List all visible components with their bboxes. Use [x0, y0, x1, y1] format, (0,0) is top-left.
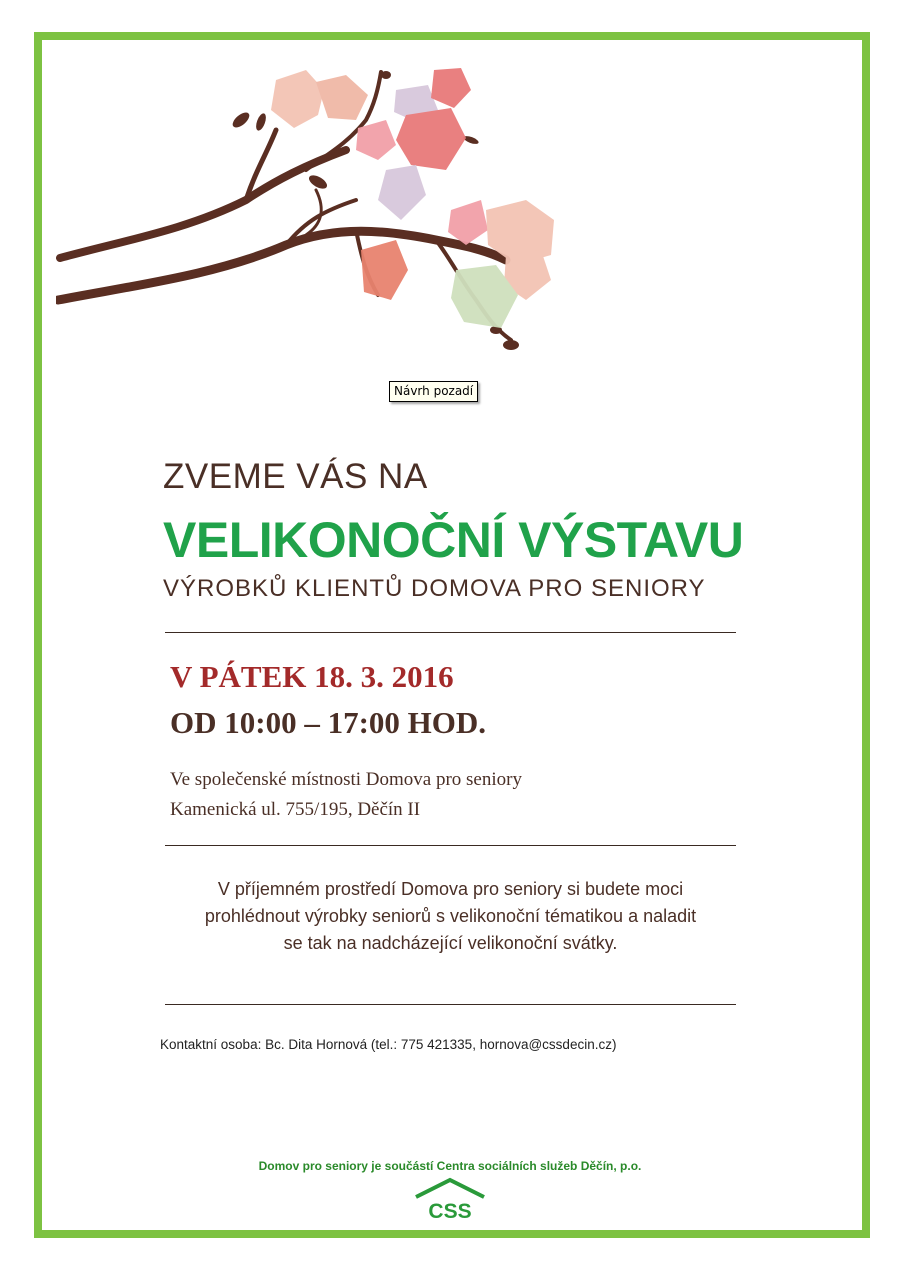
blossom-branch-illustration: [56, 60, 576, 360]
event-place-line2: Kamenická ul. 755/195, Děčín II: [170, 799, 421, 820]
description-line: V příjemném prostředí Domova pro seniory si budete moci: [217, 879, 684, 899]
exhibition-headline: VELIKONOČNÍ VÝSTAVU: [163, 512, 744, 568]
description-line: prohlédnout výrobky seniorů s velikonoční tématikou a naladit: [204, 906, 697, 926]
event-time: OD 10:00 – 17:00 HOD.: [170, 705, 487, 740]
event-date: V PÁTEK 18. 3. 2016: [170, 659, 454, 694]
exhibition-subheadline: VÝROBKŮ KLIENTŮ DOMOVA PRO SENIORY: [163, 575, 706, 602]
divider-middle: [165, 845, 736, 846]
invitation-intro: ZVEME VÁS NA: [163, 457, 428, 496]
event-place-line1: Ve společenské místnosti Domova pro seniory: [170, 769, 522, 790]
divider-bottom: [165, 1004, 736, 1005]
divider-top: [165, 632, 736, 633]
contact-person: Kontaktní osoba: Bc. Dita Hornová (tel.: 775 421335, hornova@cssdecin.cz): [160, 1037, 617, 1052]
background-suggestion-tooltip: Návrh pozadí: [389, 381, 478, 402]
event-description: [165, 876, 736, 957]
css-house-logo: [412, 1177, 488, 1223]
organization-footer: Domov pro seniory je součástí Centra sociálních služeb Děčín, p.o.: [258, 1159, 642, 1173]
description-line: se tak na nadcházející velikonoční svátky.: [283, 933, 618, 953]
css-logo-text: CSS: [428, 1200, 472, 1223]
